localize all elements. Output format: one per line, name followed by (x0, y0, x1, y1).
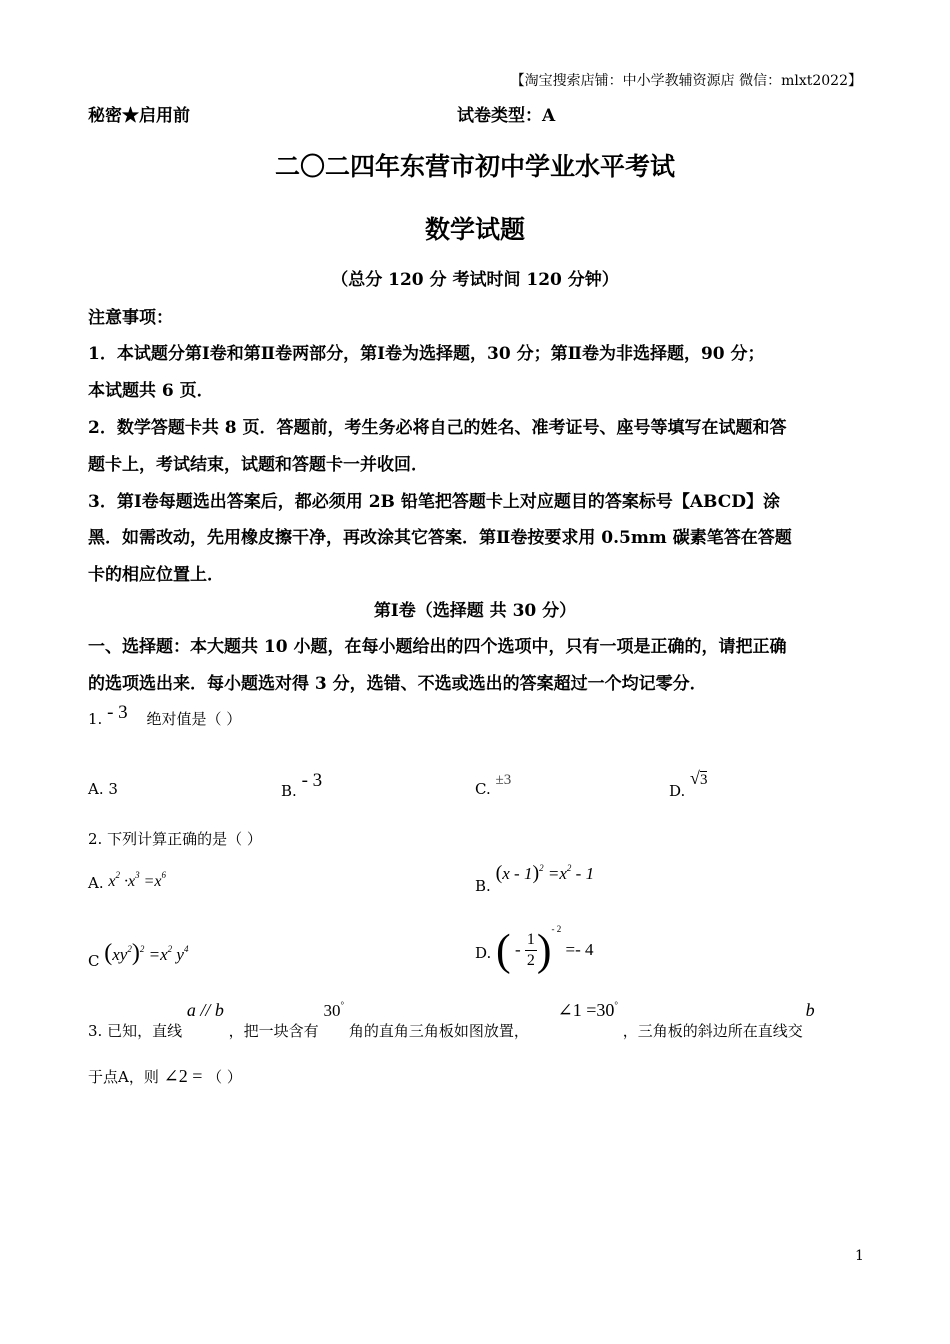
section-title: 第Ⅰ卷（选择题 共 30 分） (373, 601, 577, 621)
section-instr-b: 的选项选出来．每小题选对得 3 分，选错、不选或选出的答案超过一个均记零分． (88, 674, 707, 694)
paper-type: 试卷类型：A (457, 106, 556, 126)
q2-option-b-label: B. (475, 877, 491, 895)
q1-option-c-expr: ±3 (495, 772, 512, 788)
q2-option-c-label: C (88, 952, 100, 970)
q3-text-f: （ ） (207, 1068, 242, 1086)
q2-option-c-expr: $(xy^2)^2 =x^2$ $y^4$ (104, 940, 189, 966)
q3-text-b: ，把一块含有 (228, 1022, 319, 1040)
q2-option-d-expr: ( - $\frac{1}{2}$ )$^{- 2}$ =- 4 (496, 924, 594, 975)
q1-option-b-label: B. (281, 782, 297, 800)
note-2b: 题卡上，考试结束，试题和答题卡一并收回． (88, 455, 428, 475)
note-3c: 卡的相应位置上． (88, 565, 224, 585)
q1-option-a: A. 3 (88, 780, 118, 798)
q3-line2 (88, 1066, 242, 1087)
notes-heading: 注意事项： (88, 308, 173, 328)
note-1b: 本试题共 6 页． (88, 381, 214, 401)
note-3a: 3．第Ⅰ卷每题选出答案后，都必须用 2B 铅笔把答题卡上对应题目的答案标号【ABCD】涂 (88, 492, 780, 512)
q3-angle1: ∠1 =30° (557, 1000, 618, 1020)
q1-option-d-label: D. (669, 782, 686, 800)
note-3b: 黑．如需改动，先用橡皮擦干净，再改涂其它答案．第Ⅱ卷按要求用 0.5mm 碳素笔答在答题 (88, 528, 792, 548)
secret-label: 秘密★启用前 (88, 106, 190, 126)
q3-line-b: b (805, 1000, 815, 1020)
section-instr-a: 一、选择题：本大题共 10 小题，在每小题给出的四个选项中，只有一项是正确的，请把正确 (88, 637, 787, 657)
exam-info: （总分 120 分 考试时间 120 分钟） (331, 270, 619, 290)
q1-text: 绝对值是（ ） (146, 710, 242, 728)
subject-title: 数学试题 (424, 215, 525, 244)
q3-angle30: 30° (323, 1000, 345, 1020)
q2-option-a (88, 870, 166, 891)
q1-option-d-expr: 3 (699, 772, 708, 788)
q2-option-b-expr: $(x - 1)^2 =x^2 - 1$ (495, 862, 595, 884)
q1-expr: - 3 (107, 702, 128, 723)
q3-text-c: 角的直角三角板如图放置， (348, 1022, 529, 1040)
exam-title: 二〇二四年东营市初中学业水平考试 (274, 152, 675, 181)
q2-option-d (475, 924, 594, 976)
q1-option-d (669, 768, 708, 800)
q1-option-b-expr: - 3 (301, 770, 323, 791)
q3-text-d: ，三角板的斜边所在直线交 (622, 1022, 803, 1040)
q2-option-a-label: A. (88, 874, 104, 892)
q2-option-d-label: D. (475, 944, 492, 962)
page-number: 1 (855, 1248, 864, 1264)
q3-parallel: a // b (186, 1000, 224, 1020)
q2-option-b (475, 862, 595, 895)
q3-text-a: 3. 已知，直线 (88, 1022, 183, 1040)
q1-option-b (281, 770, 323, 800)
sqrt-icon: √ (690, 768, 700, 788)
shop-note: 【淘宝搜索店铺：中小学教辅资源店 微信：mlxt2022】 (510, 73, 862, 89)
q1-number: 1. (88, 710, 103, 728)
q3-text-e: 于点A，则 (88, 1068, 159, 1086)
q1-stem (88, 702, 242, 730)
q2-option-c (88, 940, 189, 970)
note-2a: 2．数学答题卡共 8 页．答题前，考生务必将自己的姓名、准考证号、座号等填写在试题和答 (88, 418, 787, 438)
q2-option-a-expr: $x^2 \cdot x^3 =x^6$ (108, 870, 167, 890)
q3-line1 (88, 1000, 815, 1040)
q1-option-c (475, 770, 512, 798)
q1-option-c-label: C. (475, 780, 491, 798)
note-1a: 1．本试题分第Ⅰ卷和第Ⅱ卷两部分，第Ⅰ卷为选择题，30 分；第Ⅱ卷为非选择题，90 分； (88, 344, 765, 364)
q3-angle2: ∠2 = (163, 1066, 203, 1086)
q2-stem: 2. 下列计算正确的是（ ） (88, 830, 262, 848)
